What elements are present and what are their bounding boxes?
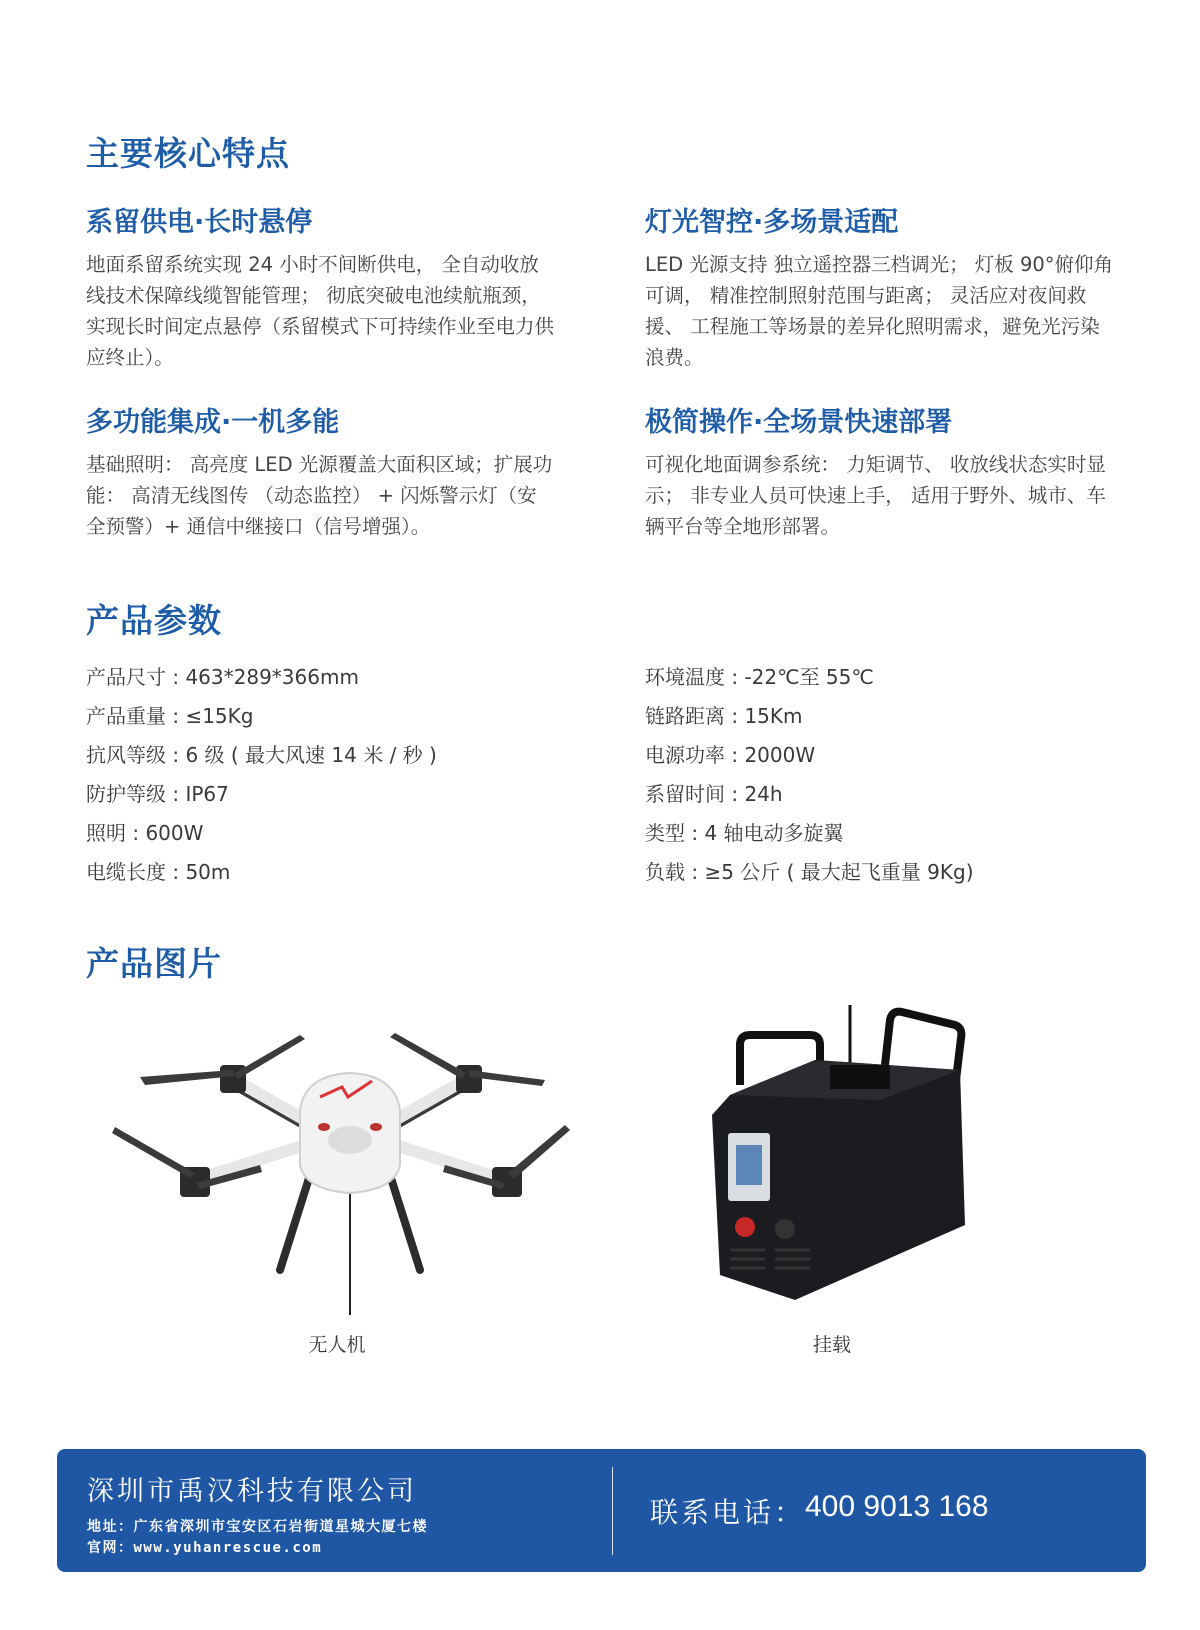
phone-number[interactable]: 400 9013 168	[805, 1490, 989, 1523]
footer-banner	[57, 1449, 1146, 1572]
section-title-pictures: 产品图片	[86, 944, 222, 983]
drone-image	[110, 1015, 590, 1315]
payload-image	[700, 1005, 990, 1305]
drone-caption: 无人机	[308, 1334, 366, 1356]
company-address: 地址：广东省深圳市宝安区石岩街道星城大厦七楼	[87, 1519, 428, 1535]
spec-item: 防护等级 : IP67	[86, 782, 229, 806]
feature-body-light-control: LED 光源支持 独立遥控器三档调光； 灯板 90°俯仰角可调， 精准控制照射范围与距离； 灵活应对夜间救援、 工程施工等场景的差异化照明需求，避免光污染浪费。	[645, 253, 1114, 369]
spec-item: 类型 : 4 轴电动多旋翼	[645, 821, 844, 845]
section-title-features: 主要核心特点	[86, 134, 290, 173]
feature-body-easy-deploy: 可视化地面调参系统： 力矩调节、 收放线状态实时显示； 非专业人员可快速上手， 适用于野外、城市、车辆平台等全地形部署。	[645, 453, 1106, 538]
spec-list-left	[86, 658, 437, 892]
spec-item: 抗风等级 : 6 级 ( 最大风速 14 米 / 秒 )	[86, 743, 437, 767]
spec-item: 链路距离 : 15Km	[645, 704, 803, 728]
spec-item: 产品尺寸 : 463*289*366mm	[86, 665, 359, 689]
feature-body-multifunction: 基础照明： 高亮度 LED 光源覆盖大面积区域；扩展功能： 高清无线图传 （动态监控） + 闪烁警示灯（安全预警）+ 通信中继接口（信号增强）。	[86, 453, 553, 538]
section-title-specs: 产品参数	[86, 601, 222, 640]
feature-body-tethered-power: 地面系留系统实现 24 小时不间断供电， 全自动收放线技术保障线缆智能管理； 彻底突破电池续航瓶颈， 实现长时间定点悬停（系留模式下可持续作业至电力供应终止）。	[86, 253, 555, 369]
feature-title-easy-deploy: 极简操作·全场景快速部署	[645, 407, 953, 438]
spec-item: 照明 : 600W	[86, 821, 204, 845]
spec-item: 电缆长度 : 50m	[86, 860, 231, 884]
payload-caption: 挂载	[812, 1334, 851, 1356]
feature-title-multifunction: 多功能集成·一机多能	[86, 407, 340, 438]
spec-list-right	[645, 658, 974, 892]
company-name: 深圳市禹汉科技有限公司	[87, 1476, 417, 1507]
spec-item: 电源功率 : 2000W	[645, 743, 816, 767]
feature-title-light-control: 灯光智控·多场景适配	[645, 207, 899, 238]
company-website[interactable]: 官网：www.yuhanrescue.com	[87, 1540, 323, 1556]
spec-item: 环境温度 : -22℃至 55℃	[645, 665, 874, 689]
spec-item: 系留时间 : 24h	[645, 782, 783, 806]
feature-title-tethered-power: 系留供电·长时悬停	[86, 207, 313, 238]
phone-label: 联系电话：	[650, 1496, 806, 1529]
spec-item: 负载 : ≥5 公斤 ( 最大起飞重量 9Kg)	[645, 860, 974, 884]
spec-item: 产品重量 : ≤15Kg	[86, 704, 254, 728]
footer-divider	[612, 1467, 613, 1555]
